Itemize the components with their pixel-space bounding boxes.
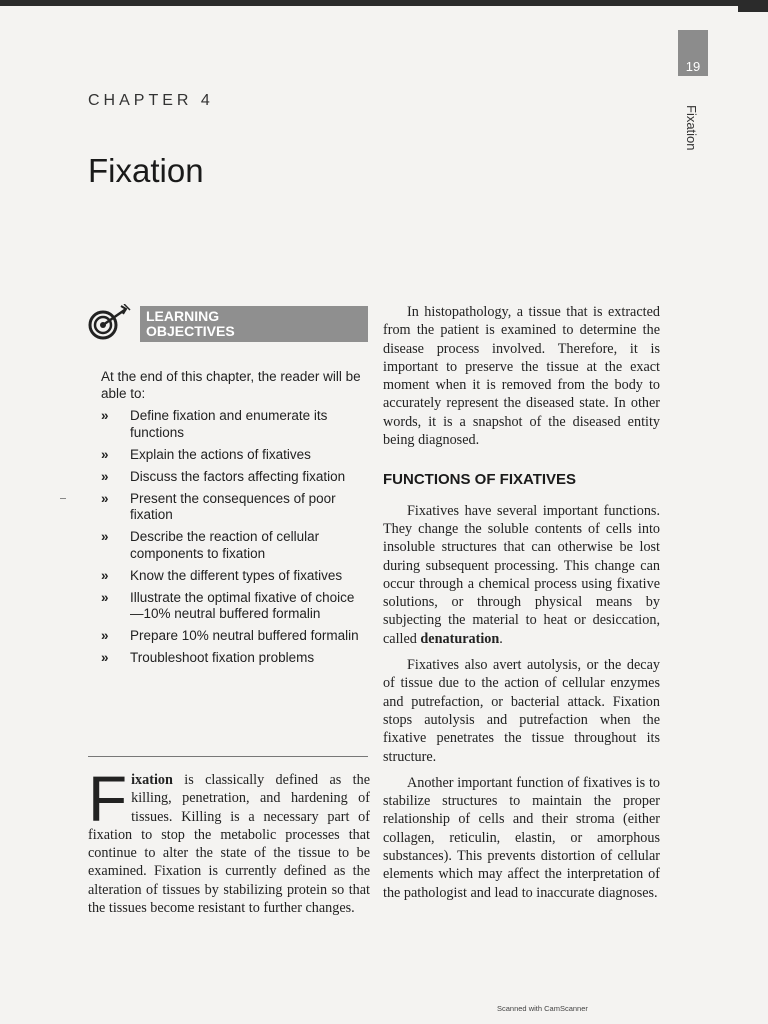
learning-objectives-list (101, 408, 363, 672)
page-number-tab (678, 30, 708, 76)
scanner-footer: Scanned with CamScanner (497, 1004, 588, 1013)
target-icon (88, 304, 134, 345)
list-item: » Present the consequences of poor fixation (101, 491, 363, 524)
divider (88, 756, 368, 757)
list-item: » Prepare 10% neutral buffered formalin (101, 628, 363, 645)
section-heading: FUNCTIONS OF FIXATIVES (383, 471, 577, 489)
drop-cap: F (88, 763, 128, 835)
list-item: » Illustrate the optimal fixative of choice—10% neutral buffered formalin (101, 590, 363, 623)
autolysis-paragraph: Fixatives also avert autolysis, or the decay of tissue due to the action of cellular enzymes and putrefaction, or bacterial attack. Fixation stops autolysis and putrefaction when the fixative penetrates the tissue throughout its structure. (383, 657, 660, 765)
intro-paragraph: In histopathology, a tissue that is extracted from the patient is examined to determine the disease process involved. Therefore, it is important to preserve the tissue at the exact moment when it is removed from the body to accurately represent the diseased state. In other words, it is a snapshot of the diseased entity being diagnosed. (383, 304, 660, 449)
learning-objectives-header (88, 302, 368, 342)
stabilize-paragraph: Another important function of fixatives is to stabilize structures to maintain the proper relationship of cells and their stroma (either collagen, reticulin, elastin, or amorphous substances). This prevents distortion of cellular elements which may affect the interpretation of the pathologist and lead to inaccurate diagnoses. (383, 774, 660, 901)
learning-objectives-intro: At the end of this chapter, the reader will be able to: (101, 369, 361, 401)
right-column (383, 303, 660, 910)
learning-objectives-line1: LEARNING (146, 308, 220, 324)
list-item: » Explain the actions of fixatives (101, 447, 363, 464)
chapter-label: CHAPTER 4 (88, 92, 214, 109)
list-item: » Define fixation and enumerate its functions (101, 408, 363, 441)
learning-objectives-line2: OBJECTIVES (146, 323, 235, 339)
page-top-edge (0, 0, 768, 6)
page-number: 19 (685, 59, 701, 74)
functions-paragraph (383, 502, 660, 648)
definition-text: is classically defined as the killing, penetration, and hardening of tissues. Killing is a necessary part of fixation to stop the metabolic processes that continue to alter the state of the tissue to be examined. Fixation is currently defined as the alteration of tissues by stabilizing protein so that the tissues become resistant to further changes. (88, 772, 370, 917)
list-item: » Discuss the factors affecting fixation (101, 469, 363, 486)
chapter-title: Fixation (88, 152, 204, 189)
functions-text-end: . (499, 630, 503, 647)
running-head: Fixation (684, 105, 699, 151)
denaturation-term: denaturation (420, 630, 500, 647)
learning-objectives-title (140, 306, 368, 342)
list-item: » Know the different types of fixatives (101, 568, 363, 585)
list-item: » Describe the reaction of cellular components to fixation (101, 529, 363, 562)
functions-text: Fixatives have several important functions. They change the soluble contents of cells into insoluble structures that can otherwise be lost during subsequent processing. This change can occur through a chemical process using fixative solutions, or through physical means by subjecting the material to heat or desiccation, called (383, 502, 660, 647)
margin-mark (60, 498, 66, 499)
lead-term: ixation (131, 772, 173, 788)
list-item: » Troubleshoot fixation problems (101, 650, 363, 667)
definition-paragraph (88, 763, 370, 917)
